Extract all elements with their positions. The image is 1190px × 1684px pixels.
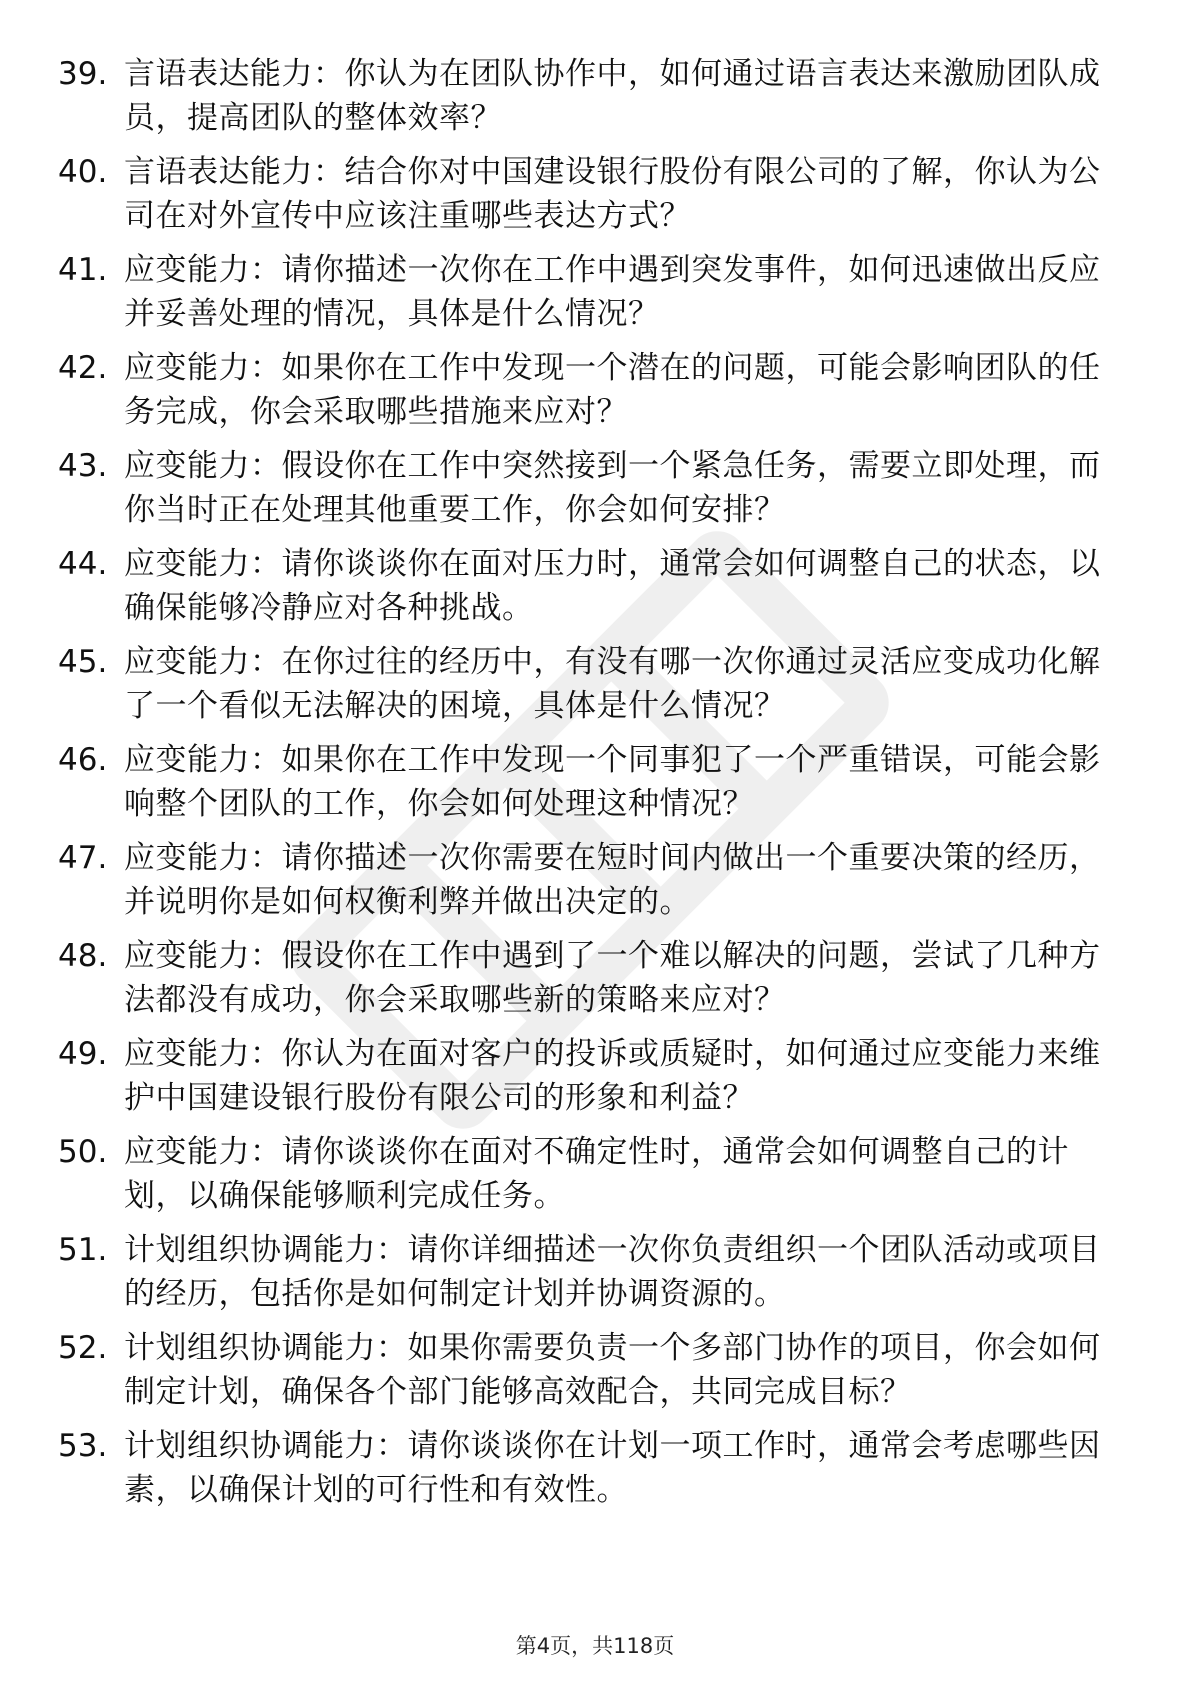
question-text: 应变能力：请你谈谈你在面对不确定性时，通常会如何调整自己的计划，以确保能够顺利完成任务。 xyxy=(124,1134,1069,1214)
question-text: 应变能力：请你描述一次你在工作中遇到突发事件，如何迅速做出反应并妥善处理的情况，具体是什么情况？ xyxy=(124,252,1101,332)
question-text: 应变能力：请你描述一次你需要在短时间内做出一个重要决策的经历，并说明你是如何权衡利弊并做出决定的。 xyxy=(124,840,1101,920)
list-item xyxy=(56,542,1116,640)
list-item xyxy=(56,248,1116,346)
question-number: 43. xyxy=(58,448,108,484)
question-number: 48. xyxy=(58,938,108,974)
question-text: 计划组织协调能力：如果你需要负责一个多部门协作的项目，你会如何制定计划，确保各个部门能够高效配合，共同完成目标？ xyxy=(124,1330,1101,1410)
list-item xyxy=(56,1130,1116,1228)
question-text: 应变能力：假设你在工作中突然接到一个紧急任务，需要立即处理，而你当时正在处理其他重要工作，你会如何安排？ xyxy=(124,448,1101,528)
question-text: 应变能力：如果你在工作中发现一个同事犯了一个严重错误，可能会影响整个团队的工作，你会如何处理这种情况？ xyxy=(124,742,1101,822)
question-text: 应变能力：如果你在工作中发现一个潜在的问题，可能会影响团队的任务完成，你会采取哪些措施来应对？ xyxy=(124,350,1101,430)
list-item xyxy=(56,150,1116,248)
list-item xyxy=(56,1326,1116,1424)
question-text: 应变能力：在你过往的经历中，有没有哪一次你通过灵活应变成功化解了一个看似无法解决的困境，具体是什么情况？ xyxy=(124,644,1101,724)
question-number: 46. xyxy=(58,742,108,778)
list-item xyxy=(56,444,1116,542)
question-text: 应变能力：请你谈谈你在面对压力时，通常会如何调整自己的状态，以确保能够冷静应对各种挑战。 xyxy=(124,546,1101,626)
question-number: 39. xyxy=(58,56,108,92)
list-item xyxy=(56,1424,1116,1522)
list-item xyxy=(56,346,1116,444)
question-number: 40. xyxy=(58,154,108,190)
question-list xyxy=(56,52,1116,1522)
question-number: 53. xyxy=(58,1428,108,1464)
list-item xyxy=(56,640,1116,738)
question-number: 44. xyxy=(58,546,108,582)
question-number: 41. xyxy=(58,252,108,288)
page-footer: 第4页，共118页 xyxy=(515,1634,675,1658)
question-number: 50. xyxy=(58,1134,108,1170)
question-number: 45. xyxy=(58,644,108,680)
question-number: 52. xyxy=(58,1330,108,1366)
list-item xyxy=(56,1032,1116,1130)
list-item xyxy=(56,738,1116,836)
question-text: 应变能力：你认为在面对客户的投诉或质疑时，如何通过应变能力来维护中国建设银行股份有限公司的形象和利益？ xyxy=(124,1036,1101,1116)
list-item xyxy=(56,934,1116,1032)
question-number: 51. xyxy=(58,1232,108,1268)
question-text: 计划组织协调能力：请你谈谈你在计划一项工作时，通常会考虑哪些因素，以确保计划的可行性和有效性。 xyxy=(124,1428,1101,1508)
list-item xyxy=(56,836,1116,934)
question-text: 应变能力：假设你在工作中遇到了一个难以解决的问题，尝试了几种方法都没有成功，你会采取哪些新的策略来应对？ xyxy=(124,938,1101,1018)
list-item xyxy=(56,52,1116,150)
list-item xyxy=(56,1228,1116,1326)
question-text: 计划组织协调能力：请你详细描述一次你负责组织一个团队活动或项目的经历，包括你是如何制定计划并协调资源的。 xyxy=(124,1232,1101,1312)
question-number: 49. xyxy=(58,1036,108,1072)
question-text: 言语表达能力：结合你对中国建设银行股份有限公司的了解，你认为公司在对外宣传中应该注重哪些表达方式？ xyxy=(124,154,1101,234)
question-number: 42. xyxy=(58,350,108,386)
question-text: 言语表达能力：你认为在团队协作中，如何通过语言表达来激励团队成员，提高团队的整体效率？ xyxy=(124,56,1101,136)
question-number: 47. xyxy=(58,840,108,876)
